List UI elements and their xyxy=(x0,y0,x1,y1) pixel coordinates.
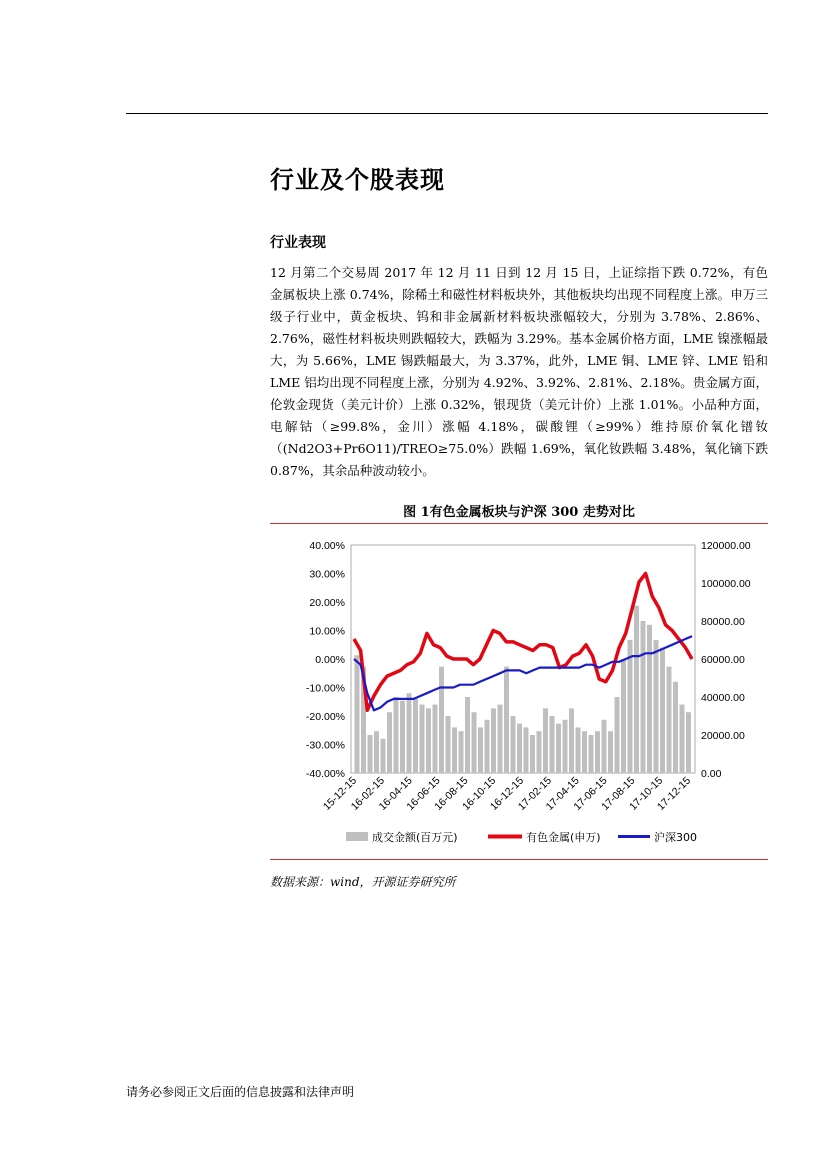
volume-bar xyxy=(465,697,470,773)
volume-bar xyxy=(394,697,399,773)
right-axis xyxy=(701,540,751,780)
left-tick-label: -40.00% xyxy=(305,768,345,780)
right-tick-label: 40000.00 xyxy=(701,692,745,704)
top-rule xyxy=(126,113,768,114)
volume-bar xyxy=(589,735,594,773)
x-tick-label: 15-12-15 xyxy=(320,774,360,813)
figure-top-rule xyxy=(270,523,768,524)
volume-bar xyxy=(374,731,379,773)
volume-bar xyxy=(459,731,464,773)
volume-bar xyxy=(400,701,405,773)
volume-bar xyxy=(381,739,386,773)
volume-bar xyxy=(576,727,581,773)
volume-bar xyxy=(426,708,431,773)
volume-bar xyxy=(621,659,626,773)
volume-bar xyxy=(504,667,509,773)
left-tick-label: -20.00% xyxy=(305,711,345,723)
x-tick-label: 16-04-15 xyxy=(376,774,415,813)
x-tick-label: 17-10-15 xyxy=(627,774,666,813)
left-tick-label: 20.00% xyxy=(309,597,345,609)
volume-bar xyxy=(634,606,639,773)
volume-bar xyxy=(686,712,691,773)
volume-bar xyxy=(569,708,574,773)
left-tick-label: 40.00% xyxy=(309,540,345,552)
figure-bottom-rule xyxy=(270,859,768,860)
left-tick-label: 30.00% xyxy=(309,568,345,581)
volume-bar xyxy=(602,720,607,773)
volume-bar xyxy=(660,648,665,773)
left-axis xyxy=(306,540,345,780)
right-tick-label: 0.00 xyxy=(701,768,722,780)
volume-bar xyxy=(667,667,672,773)
volume-bar xyxy=(368,735,373,773)
volume-bar xyxy=(355,655,360,773)
volume-bar xyxy=(582,731,587,773)
volume-bar xyxy=(537,731,542,773)
volume-bar xyxy=(608,731,613,773)
volume-bar xyxy=(452,727,457,773)
right-tick-label: 60000.00 xyxy=(701,654,745,666)
subsection-heading: 行业表现 xyxy=(270,235,326,251)
volume-bar xyxy=(563,720,568,773)
volume-bar xyxy=(673,682,678,773)
legend-label: 有色金属(申万) xyxy=(526,831,601,844)
volume-bar xyxy=(478,727,483,773)
volume-bar xyxy=(433,705,438,773)
x-tick-label: 16-06-15 xyxy=(404,774,443,813)
right-tick-label: 120000.00 xyxy=(701,540,751,552)
left-tick-label: -30.00% xyxy=(305,739,345,752)
volume-bar xyxy=(550,716,555,773)
x-tick-label: 16-10-15 xyxy=(460,774,499,813)
volume-bar xyxy=(641,621,646,773)
legend-label: 沪深300 xyxy=(654,831,697,844)
volume-bar xyxy=(530,735,535,773)
footer-disclaimer: 请务必参阅正文后面的信息披露和法律声明 xyxy=(126,1085,355,1099)
right-tick-label: 100000.00 xyxy=(701,578,751,590)
volume-bar xyxy=(524,727,529,773)
volume-bar xyxy=(387,712,392,773)
volume-bar xyxy=(485,720,490,773)
volume-bar xyxy=(472,712,477,773)
x-tick-label: 17-08-15 xyxy=(599,774,638,813)
volume-bars xyxy=(355,606,692,773)
right-tick-label: 80000.00 xyxy=(701,616,745,628)
x-tick-label: 17-12-15 xyxy=(654,774,694,813)
volume-bar xyxy=(439,667,444,773)
x-tick-label: 17-04-15 xyxy=(543,774,582,813)
volume-bar xyxy=(647,625,652,773)
section-heading: 行业及个股表现 xyxy=(270,165,445,194)
volume-bar xyxy=(595,731,600,773)
comparison-chart xyxy=(270,528,768,858)
volume-bar xyxy=(446,716,451,773)
left-tick-label: 10.00% xyxy=(309,625,345,638)
legend xyxy=(346,830,697,844)
data-source: 数据来源：wind，开源证券研究所 xyxy=(270,875,456,889)
right-tick-label: 20000.00 xyxy=(701,730,745,742)
volume-bar xyxy=(413,699,418,773)
volume-bar xyxy=(654,640,659,773)
x-tick-label: 16-12-15 xyxy=(487,774,527,813)
volume-bar xyxy=(407,693,412,773)
legend-swatch-volume xyxy=(346,832,368,841)
x-tick-label: 16-02-15 xyxy=(348,774,387,813)
volume-bar xyxy=(680,705,685,773)
x-tick-label: 17-02-15 xyxy=(515,774,554,813)
left-tick-label: -10.00% xyxy=(305,682,345,695)
volume-bar xyxy=(517,724,522,773)
x-axis xyxy=(321,775,693,813)
volume-bar xyxy=(491,708,496,773)
volume-bar xyxy=(556,724,561,773)
left-tick-label: 0.00% xyxy=(315,654,345,666)
volume-bar xyxy=(615,697,620,773)
volume-bar xyxy=(498,705,503,773)
body-paragraph: 12 月第二个交易周 2017 年 12 月 11 日到 12 月 15 日，上证综指下跌 0.72%，有色金属板块上涨 0.74%，除稀土和磁性材料板块外，其他板块均出现不同程度上涨。申万三级子行业中，黄金板块、钨和非金属新材料板块涨幅较大，分别为 3.78%、2.86%、2.76%，磁性材料板块则跌幅较大，跌幅为 3.29%。基本金属价格方面，LME 镍涨幅最大，为 5.66%，LME 锡跌幅最大，为 3.37%，此外，LME 铜、LME 锌、LME 铅和 LME 铝均出现不同程度上涨，分别为 4.92%、3.92%、2.81%、2.18%。贵金属方面，伦敦金现货（美元计价）上涨 0.32%，银现货（美元计价）上涨 1.01%。小品种方面，电解钴（≥99.8%，金川）涨幅 4.18%，碳酸锂（≥99%）维持原价氧化镨钕（(Nd2O3+Pr6O11)/TREO≥75.0%）跌幅 1.69%，氧化钕跌幅 3.48%，氧化镝下跌 0.87%，其余品种波动较小。 xyxy=(270,265,768,478)
legend-label: 成交金额(百万元) xyxy=(372,831,458,844)
x-tick-label: 16-08-15 xyxy=(432,774,471,813)
x-tick-label: 17-06-15 xyxy=(571,774,610,813)
volume-bar xyxy=(628,640,633,773)
figure-title: 图 1有色金属板块与沪深 300 走势对比 xyxy=(403,505,635,520)
volume-bar xyxy=(543,708,548,773)
volume-bar xyxy=(420,705,425,773)
volume-bar xyxy=(511,716,516,773)
